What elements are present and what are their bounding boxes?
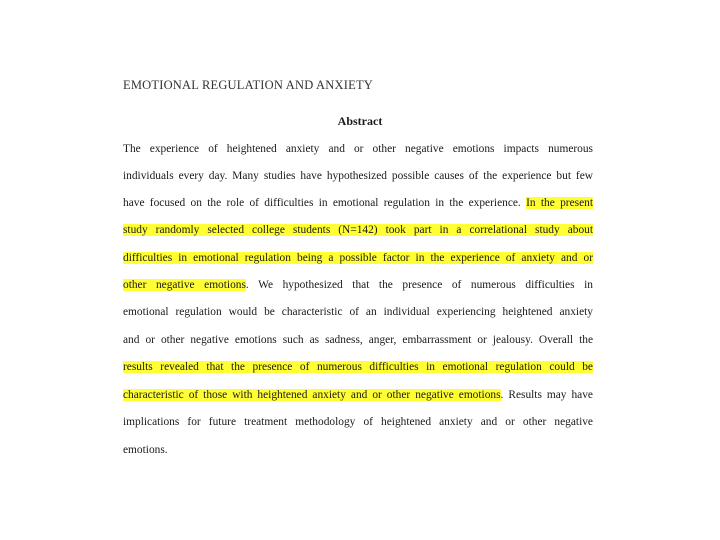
line-text: The experience of heightened anxiety and or other negative emotions impacts numerous <box>123 143 593 155</box>
line-text-after: . We hypothesized that the presence of numerous difficulties in <box>245 279 593 291</box>
highlighted-text: In the present <box>526 197 593 209</box>
abstract-line <box>123 388 593 402</box>
line-text-after: . Results may have <box>500 389 593 401</box>
abstract-line <box>123 196 593 210</box>
abstract-line <box>123 142 593 156</box>
abstract-line <box>123 251 593 265</box>
line-text: implications for future treatment methodology of heightened anxiety and or other negative <box>123 416 593 428</box>
abstract-line <box>123 443 593 457</box>
line-text: emotional regulation would be characteristic of an individual experiencing heightened anxiety <box>123 306 593 318</box>
line-text: emotions. <box>123 444 168 456</box>
highlighted-text: other negative emotions <box>123 279 246 291</box>
line-text: and or other negative emotions such as sadness, anger, embarrassment or jealousy. Overall the <box>123 334 593 346</box>
highlighted-text: results revealed that the presence of numerous difficulties in emotional regulation could be <box>123 361 593 373</box>
highlighted-text: study randomly selected college students (N=142) took part in a correlational study about <box>123 224 593 236</box>
abstract-line <box>123 223 593 237</box>
abstract-line <box>123 333 593 347</box>
highlighted-text: characteristic of those with heightened anxiety and or other negative emotions <box>123 389 501 401</box>
abstract-line <box>123 169 593 183</box>
abstract-line <box>123 305 593 319</box>
line-text: individuals every day. Many studies have hypothesized possible causes of the experience but few <box>123 170 593 182</box>
abstract-line <box>123 360 593 374</box>
running-head: EMOTIONAL REGULATION AND ANXIETY <box>123 78 374 92</box>
abstract-line <box>123 278 593 292</box>
line-text: have focused on the role of difficulties in emotional regulation in the experience. <box>123 197 527 209</box>
abstract-line <box>123 415 593 429</box>
highlighted-text: difficulties in emotional regulation being a possible factor in the experience of anxiety and or <box>123 252 593 264</box>
abstract-heading: Abstract <box>337 114 383 128</box>
